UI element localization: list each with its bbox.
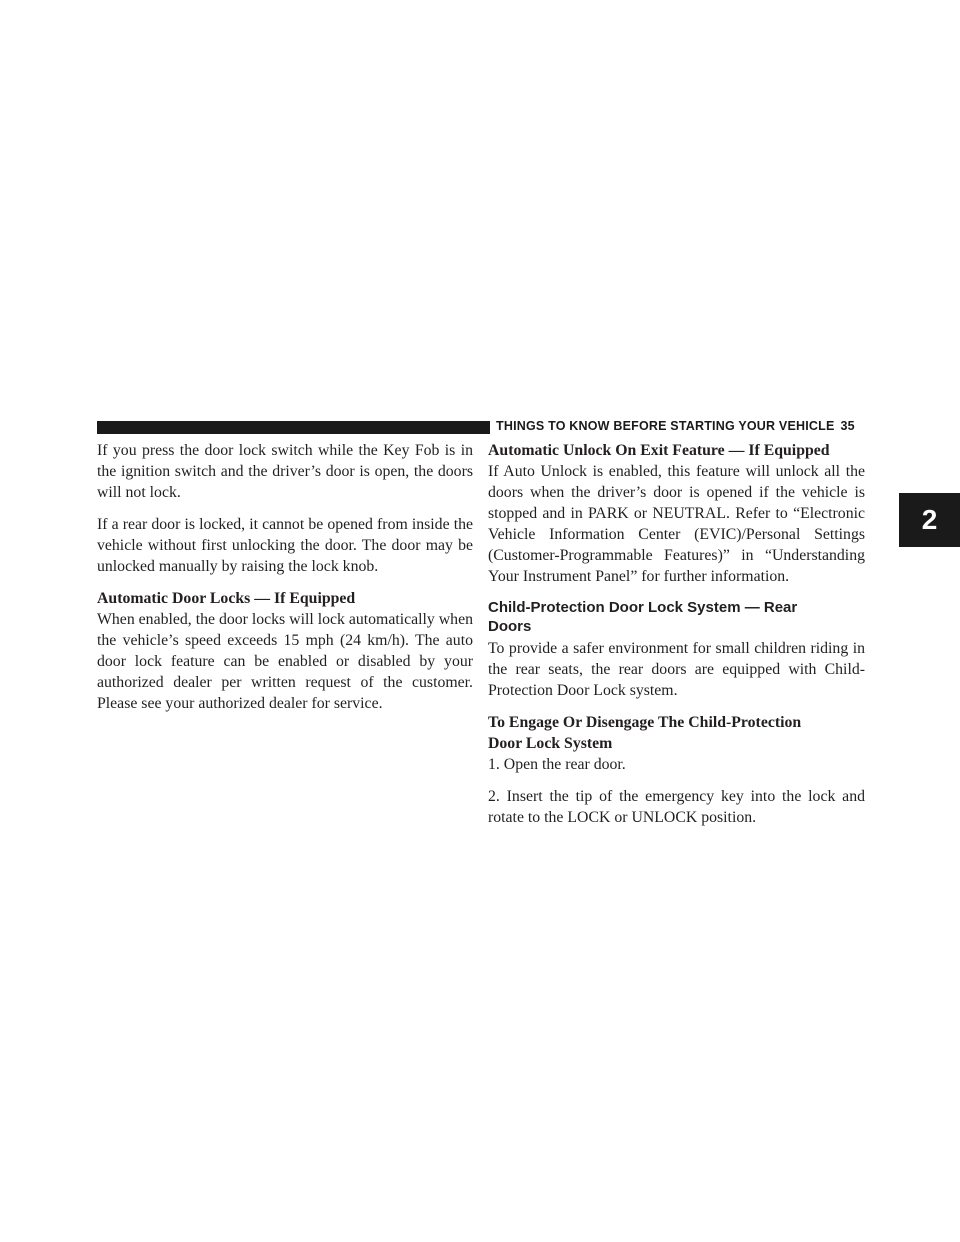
paragraph-automatic-door-locks: When enabled, the door locks will lock automatically when the vehicle’s speed exceeds 15 mph (24 km/h). The auto door lock feature can be enabled or disabled by your authorized dealer per written request of the customer. Please see your authorized dealer for service. xyxy=(97,611,473,712)
step-2: 2. Insert the tip of the emergency key into the lock and rotate to the LOCK or UNLOCK position. xyxy=(488,788,865,826)
heading-automatic-unlock: Automatic Unlock On Exit Feature — If Equipped xyxy=(488,442,830,459)
page-header xyxy=(496,419,855,433)
heading-engage-line2: Door Lock System xyxy=(488,735,613,752)
heading-engage-line1: To Engage Or Disengage The Child-Protection xyxy=(488,714,802,731)
heading-child-protection-line2: Doors xyxy=(488,618,532,635)
right-column xyxy=(488,440,865,839)
heading-engage-disengage xyxy=(488,712,865,754)
chapter-tab: 2 xyxy=(899,493,960,547)
heading-child-protection xyxy=(488,598,865,636)
left-column xyxy=(97,440,473,725)
paragraph-key-fob: If you press the door lock switch while the Key Fob is in the ignition switch and the driver’s door is open, the doors will not lock. xyxy=(97,442,473,501)
paragraph-rear-door: If a rear door is locked, it cannot be opened from inside the vehicle without first unlocking the door. The door may be unlocked manually by raising the lock knob. xyxy=(97,516,473,575)
heading-automatic-door-locks: Automatic Door Locks — If Equipped xyxy=(97,590,356,607)
section-title: THINGS TO KNOW BEFORE STARTING YOUR VEHICLE xyxy=(496,419,835,433)
page-number: 35 xyxy=(840,419,855,433)
header-rule xyxy=(97,421,490,434)
paragraph-child-protection: To provide a safer environment for small children riding in the rear seats, the rear doors are equipped with Child-Protection Door Lock system. xyxy=(488,640,865,699)
heading-child-protection-line1: Child-Protection Door Lock System — Rear xyxy=(488,599,798,616)
paragraph-auto-unlock: If Auto Unlock is enabled, this feature will unlock all the doors when the driver’s door is opened if the vehicle is stopped and in PARK or NEUTRAL. Refer to “Electronic Vehicle Information Center (EVIC)/Personal Settings (Customer-Programmable Features)” in “Understanding Your Instrument Panel” for further information. xyxy=(488,463,865,585)
step-1: 1. Open the rear door. xyxy=(488,756,626,773)
